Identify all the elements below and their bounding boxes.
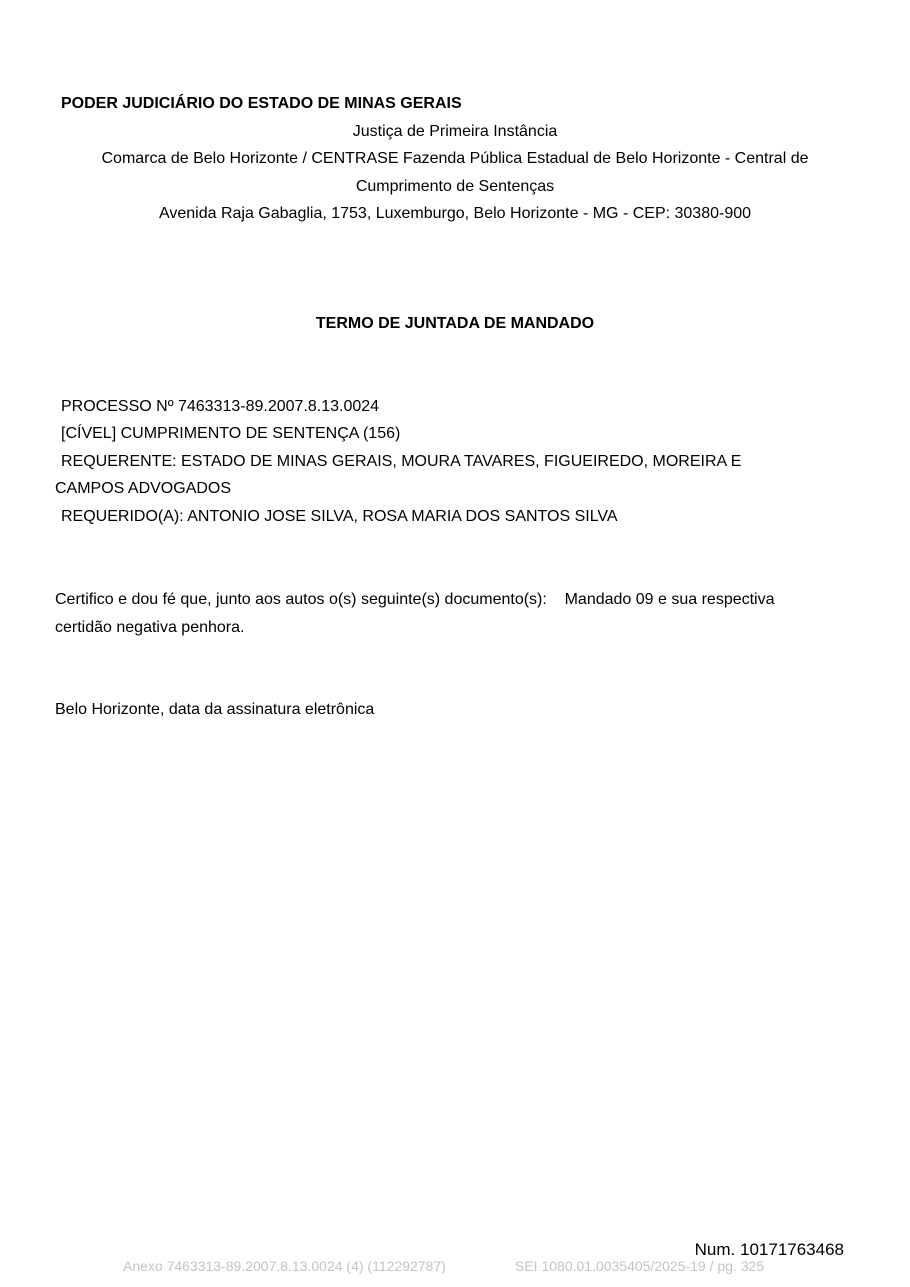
certification-line-2: certidão negativa penhora. xyxy=(55,619,245,636)
comarca-line-2: Cumprimento de Sentenças xyxy=(355,178,555,195)
comarca-line-1: Comarca de Belo Horizonte / CENTRASE Fazenda Pública Estadual de Belo Horizonte - Central de xyxy=(101,150,809,167)
place-date: Belo Horizonte, data da assinatura eletrônica xyxy=(55,701,375,718)
requerente-line-1: REQUERENTE: ESTADO DE MINAS GERAIS, MOURA TAVARES, FIGUEIREDO, MOREIRA E xyxy=(61,453,742,470)
court-address: Avenida Raja Gabaglia, 1753, Luxemburgo, Belo Horizonte - MG - CEP: 30380-900 xyxy=(158,205,752,222)
requerido: REQUERIDO(A): ANTONIO JOSE SILVA, ROSA MARIA DOS SANTOS SILVA xyxy=(61,508,618,525)
court-name: PODER JUDICIÁRIO DO ESTADO DE MINAS GERAIS xyxy=(61,95,462,112)
footer-sei-watermark: SEI 1080.01.0035405/2025-19 / pg. 325 xyxy=(515,1258,765,1274)
court-instance: Justiça de Primeira Instância xyxy=(352,123,558,140)
requerente-line-2: CAMPOS ADVOGADOS xyxy=(55,480,232,497)
document-title: TERMO DE JUNTADA DE MANDADO xyxy=(315,315,595,332)
footer-annex-watermark: Anexo 7463313-89.2007.8.13.0024 (4) (112292787) xyxy=(123,1258,446,1274)
certification-line-1: Certifico e dou fé que, junto aos autos o(s) seguinte(s) documento(s): Mandado 09 e sua respectiva xyxy=(55,591,775,608)
process-number: PROCESSO Nº 7463313-89.2007.8.13.0024 xyxy=(61,398,380,415)
process-class: [CÍVEL] CUMPRIMENTO DE SENTENÇA (156) xyxy=(61,425,401,442)
document-number: Num. 10171763468 xyxy=(694,1240,844,1259)
